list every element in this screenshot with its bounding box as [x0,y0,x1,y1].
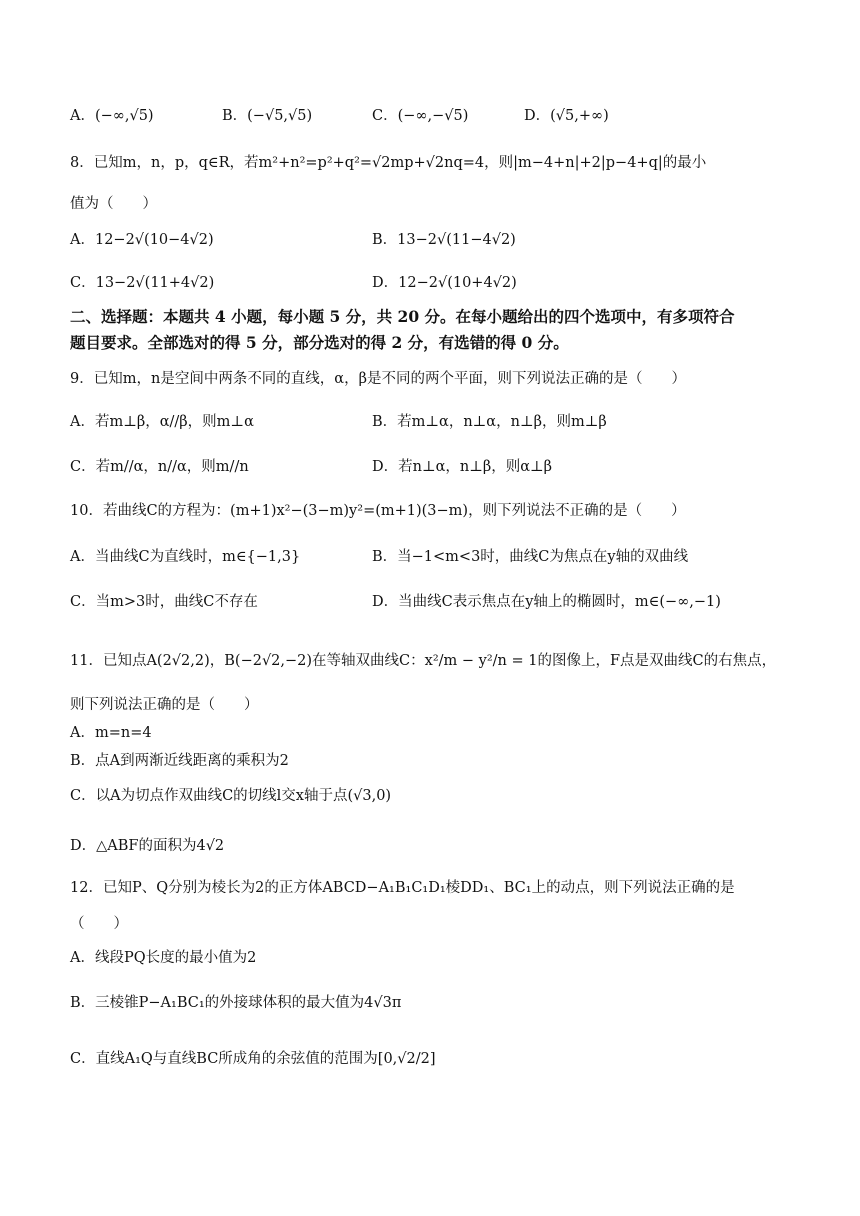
q9-option-c: C．若m//α，n//α，则m//n [70,459,249,475]
q11-stem-line1: 11．已知点A(2√2,2)，B(−2√2,−2)在等轴双曲线C：x²/m − y²/n = 1的图像上，F点是双曲线C的右焦点， [70,653,777,669]
q12-stem-line1: 12．已知P、Q分别为棱长为2的正方体ABCD−A₁B₁C₁D₁棱DD₁、BC₁上的动点，则下列说法正确的是 [70,880,735,896]
q11-option-c: C．以A为切点作双曲线C的切线l交x轴于点(√3,0) [70,788,392,804]
q7-option-d: D．(√5,+∞) [524,108,609,124]
q9-option-a: A．若m⊥β，α//β，则m⊥α [70,414,254,430]
q8-option-d: D．12−2√(10+4√2) [372,275,517,291]
section2-heading-line2: 题目要求。全部选对的得 5 分，部分选对的得 2 分，有选错的得 0 分。 [70,333,569,352]
q8-option-b: B．13−2√(11−4√2) [372,232,516,248]
q7-option-b: B．(−√5,√5) [222,108,313,124]
q12-stem-line2: （ ） [70,916,128,932]
q12-option-b: B．三棱锥P−A₁BC₁的外接球体积的最大值为4√3π [70,995,402,1011]
q11-option-b: B．点A到两渐近线距离的乘积为2 [70,753,289,769]
q12-option-a: A．线段PQ长度的最小值为2 [70,950,257,966]
q10-option-c: C．当m>3时，曲线C不存在 [70,594,258,610]
q10-stem: 10．若曲线C的方程为：(m+1)x²−(3−m)y²=(m+1)(3−m)，则下列说法不正确的是（ ） [70,503,686,519]
q10-option-b: B．当−1<m<3时，曲线C为焦点在y轴的双曲线 [372,549,689,565]
q9-stem: 9．已知m，n是空间中两条不同的直线，α，β是不同的两个平面，则下列说法正确的是（ ） [70,371,686,387]
q8-option-c: C．13−2√(11+4√2) [70,275,215,291]
q11-option-d: D．△ABF的面积为4√2 [70,838,225,854]
q10-option-d: D．当曲线C表示焦点在y轴上的椭圆时，m∈(−∞,−1) [372,594,721,610]
section2-heading-line1: 二、选择题：本题共 4 小题，每小题 5 分，共 20 分。在每小题给出的四个选项中，有多项符合 [70,307,735,326]
q9-option-b: B．若m⊥α，n⊥α，n⊥β，则m⊥β [372,414,607,430]
q12-option-c: C．直线A₁Q与直线BC所成角的余弦值的范围为[0,√2/2] [70,1051,436,1067]
q11-option-a: A．m=n=4 [70,725,152,741]
q8-stem-line1: 8．已知m，n，p，q∈R，若m²+n²=p²+q²=√2mp+√2nq=4，则|m−4+n|+2|p−4+q|的最小 [70,155,707,171]
q10-option-a: A．当曲线C为直线时，m∈{−1,3} [70,549,301,565]
q11-stem-line2: 则下列说法正确的是（ ） [70,697,259,713]
q7-option-c: C．(−∞,−√5) [372,108,469,124]
q8-option-a: A．12−2√(10−4√2) [70,232,214,248]
q9-option-d: D．若n⊥α，n⊥β，则α⊥β [372,459,553,475]
q8-stem-line2: 值为（ ） [70,196,157,212]
q7-option-a: A．(−∞,√5) [70,108,154,124]
